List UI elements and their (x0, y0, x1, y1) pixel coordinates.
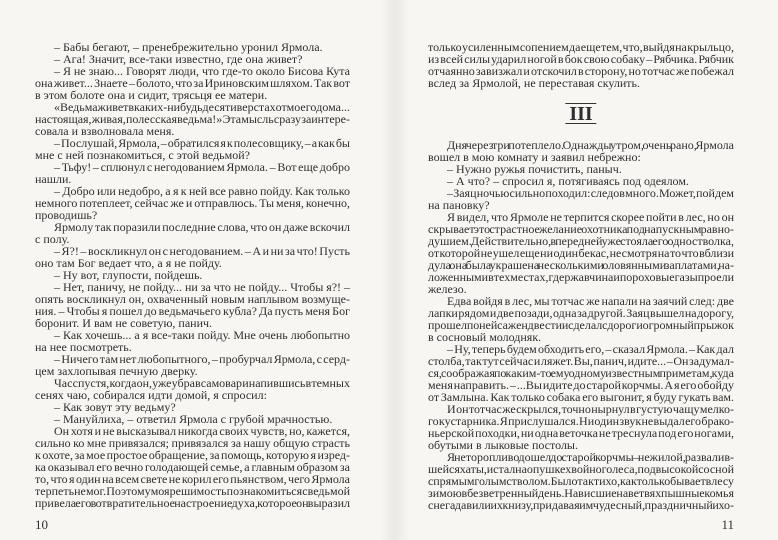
paragraph (35, 245, 350, 269)
text-line: она живет... Знаете – болото, что за Ириновским шляхом. Так вот (35, 76, 350, 90)
right-page-text (428, 41, 734, 511)
text-line: снега давили их книзу, придавая им чудесный, праздничный и хо- (428, 498, 734, 512)
text-line: И он тотчас же скрылся, точно нырнул в густую чащу мелко- (447, 402, 735, 416)
text-line: душием. Действительно, в передней уже стояла его одностволка, (428, 234, 734, 248)
text-line: с прямым голым стволом. Было так тихо, как только бывает в лесу (428, 474, 734, 488)
text-line: – Мануйлиха, – ответил Ярмола с грубой мрачностью. (54, 412, 333, 426)
text-line: Я неторопливо дошел до старой корчмы – нежилой, развалив- (447, 450, 734, 464)
text-line: Дня через три потеплело. Однажды утром, очень рано, Ярмола (447, 138, 734, 152)
text-line: меня направить. – ...Вы идите до старой корчмы. А я его обойду (428, 378, 734, 392)
text-line: – Ну, теперь будем обходить его, – сказал Ярмола. – Как дал (447, 342, 734, 356)
text-line: прошел по ней сажен двести и сделал с дороги огромный прыжок (428, 318, 734, 332)
paragraph (428, 187, 734, 211)
text-line: ложенными в тех местах, где ржавчина и пороховые газы проели (428, 270, 734, 284)
text-line: го кустарника. Я прислушался. Ни один звук не выдал его брако- (428, 414, 734, 428)
text-line: дула она была украшена несколькими оловянными заплатами, на- (428, 258, 734, 272)
paragraph (35, 185, 350, 221)
text-line: – Я не знаю... Говорят люди, что где-то около Бисова Кута (54, 64, 350, 78)
text-line: то, что я один на всем свете не корил его пьянством, чего Ярмола (35, 472, 350, 486)
text-line: настоящая, живая, полесская ведьма!» Эта мысль сразу заинтере- (35, 112, 351, 126)
text-line: ка оказывал его вечно голодающей семье, а главным образом за (35, 460, 350, 474)
text-line: Едва войдя в лес, мы тотчас же напали на заячий след: две (447, 294, 734, 308)
text-line: из всей силы ударил ногой в бок свою собаку – Рябчика. Рябчик (428, 52, 734, 66)
paragraph (428, 211, 734, 295)
paragraph (35, 65, 350, 101)
text-line: на нее посмотреть. (35, 340, 132, 354)
text-line: Час спустя, когда он, уже убрав самовар и напившись в темных (54, 376, 350, 390)
paragraph (35, 329, 350, 353)
text-line: на пановку? (428, 198, 490, 212)
text-line: – Добро или недобро, а я к ней все равно пойду. Как только (54, 184, 351, 198)
text-line: – Заяц ночью сильно походил: следов много. Может, пойдем (447, 186, 734, 200)
paragraph (428, 451, 734, 511)
text-line: «Ведьма живет в каких-нибудь десяти верстах от моего дома... (54, 100, 350, 114)
text-line: оно там Бог ведает что, а я не пойду. (35, 256, 222, 270)
text-line: шейся хаты, и стал на опушке хвойного леса, под высокой сосной (428, 462, 734, 476)
text-line: – А что? – спросил я, потягиваясь под одеялом. (447, 174, 689, 188)
paragraph (35, 281, 350, 329)
left-page-text (35, 41, 350, 509)
text-line: опять воскликнул он, охваченный новым наплывом возмуще- (35, 292, 350, 306)
text-line: ния. – Чтобы я пошел до ведьмачьего кубла? Да пусть меня Бог (35, 304, 350, 318)
paragraph (35, 425, 350, 509)
text-line: цем захлопывая печную дверку. (35, 364, 198, 378)
paragraph (35, 377, 350, 401)
paragraph (35, 137, 350, 161)
paragraph (35, 353, 350, 377)
page-number-right: 11 (721, 517, 734, 532)
text-line: в этом болоте она и сидит, трясьця ее матери. (35, 88, 268, 102)
text-line: – Нет, паничу, не пойду... ни за что не пойду... Чтобы я?! – (54, 280, 350, 294)
text-line: боронит. И вам не советую, панич. (35, 316, 213, 330)
text-line: – Я?! – воскликнул он с негодованием. – А и ни за что! Пусть (54, 244, 350, 258)
text-line: сенях чаю, собирался идти домой, я спросил: (35, 388, 267, 402)
paragraph (428, 295, 734, 343)
text-line: – Тьфу! – сплюнул с негодованием Ярмола. – Вот еще добро (54, 160, 350, 174)
text-line: – Ну вот, глупости, пойдешь. (54, 268, 203, 282)
paragraph (428, 403, 734, 451)
text-line: нашли. (35, 172, 72, 186)
paragraph (428, 139, 734, 163)
text-line: – Как зовут эту ведьму? (54, 400, 176, 414)
text-line: Он хотя и не высказывал никогда своих чувств, но, кажется, (54, 424, 350, 438)
text-line: – Бабы бегают, – пренебрежительно уронил Ярмола. (54, 40, 323, 54)
text-line: – Ничего там нет любопытного, – пробурчал Ярмола, с серд- (54, 352, 350, 366)
text-line: только усиленным сопением да еще тем, что, выйдя на крыльцо, (428, 40, 734, 54)
text-line: немного потеплеет, сейчас же и отправлюсь. Ты меня, конечно, (35, 196, 350, 210)
paragraph (428, 41, 734, 89)
text-line: совала и взволновала меня. (35, 124, 175, 138)
text-line: ся, соображая по каким-то ему одному известным приметам, куда (428, 366, 734, 380)
text-line: к охоте, за мое простое обращение, за помощь, которую я изред- (35, 448, 350, 462)
text-line: столба, так тут сейчас и ляжет. Вы, панич, идите... – Он задумал- (428, 354, 734, 368)
text-line: Я видел, что Ярмоле не терпится скорее пойти в лес, но он (447, 210, 734, 224)
text-line: – Нужно ружья почистить, паныч. (447, 162, 622, 176)
book-spine (380, 0, 410, 540)
text-line: от Замлына. Как только собака его выгонит, я буду гукать вам. (428, 390, 734, 404)
text-line: скрывает это страстное желание охотника под напускным равно- (428, 222, 735, 236)
text-line: – Послушай, Ярмола, – обратился я к полесовщику, – а как бы (54, 136, 350, 150)
text-line: Ярмолу так поразили последние слова, что он даже вскочил (54, 220, 350, 234)
text-line: мне с ней познакомиться, с этой ведьмой? (35, 148, 250, 162)
text-line: от которой не ушел еще ни один бекас, несмотря на то что вблизи (428, 246, 734, 260)
text-line: сильно ко мне привязался; привязался за нашу общую страсть (35, 436, 350, 450)
chapter-number: III (565, 103, 596, 124)
text-line: – Ага! Значит, все-таки известно, где она живет? (54, 52, 303, 66)
text-line: зимою в безветренный день. Нависшие на ветвях пышные комья (428, 486, 734, 500)
text-line: терпеть не мог. Поэтому моя решимость познакомиться с ведьмой (35, 484, 350, 498)
paragraph (35, 221, 350, 245)
text-line: вслед за Ярмолой, не переставая скулить. (428, 76, 641, 90)
text-line: в сосновый молодняк. (428, 330, 542, 344)
text-line: железо. (428, 282, 467, 296)
paragraph (35, 101, 350, 137)
text-line: с полу. (35, 232, 70, 246)
text-line: отчаянно завизжал и отскочил в сторону, но тотчас же побежал (428, 64, 734, 78)
page-number-left: 10 (35, 517, 48, 532)
paragraph (35, 161, 350, 185)
text-line: – Как хочешь... а я все-таки пойду. Мне очень любопытно (54, 328, 350, 342)
paragraph (428, 343, 734, 403)
text-line: обутыми в лыковые постолы. (428, 438, 578, 452)
text-line: привела его в отвратительное настроение духа, которое он выразил (35, 496, 350, 510)
text-line: проводишь? (35, 208, 98, 222)
continued-paragraph (428, 41, 734, 89)
text-line: лапки рядом и две позади, одна за другой. Заяц вышел на дорогу, (428, 306, 734, 320)
text-line: вошел в мою комнату и заявил небрежно: (428, 150, 641, 164)
text-line: ньерской походки, ни одна веточка не треснула под его ногами, (428, 426, 734, 440)
chapter-heading (428, 89, 734, 139)
